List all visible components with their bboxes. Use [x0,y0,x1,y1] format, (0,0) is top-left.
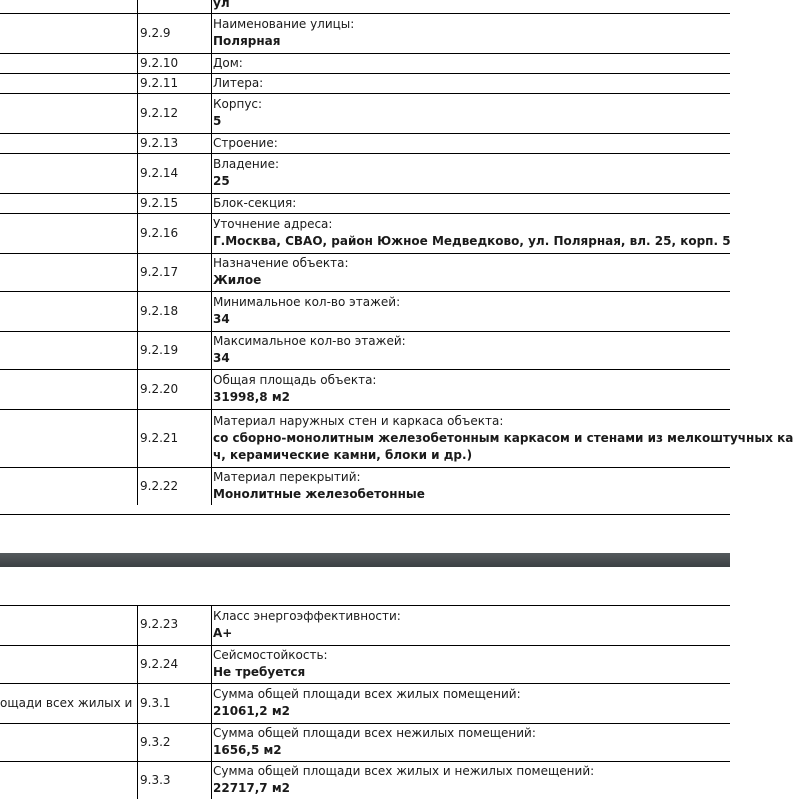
row-label: Наименование улицы: [213,17,355,31]
row-number: 9.3.2 [138,723,212,761]
row-label: Сейсмостойкость: [213,648,328,662]
row-label: Блок-секция: [213,195,297,210]
area-details-table [0,605,730,799]
table-row [0,605,730,645]
section-separator-band [0,553,730,567]
row-number: 9.3.3 [138,761,212,799]
table-row [0,53,730,73]
row-number: 9.2.19 [138,331,212,369]
row-left-cell [0,723,138,761]
row-left-cell [0,0,138,13]
table-row [0,723,730,761]
row-number: 9.2.10 [138,53,212,73]
row-number: 9.2.20 [138,369,212,409]
row-content [212,0,731,13]
row-number: 9.2.9 [138,13,212,53]
row-value: Г.Москва, СВАО, район Южное Медведково, ул. Полярная, вл. 25, корп. 5 [213,234,731,248]
row-number: 9.2.13 [138,133,212,153]
table-row [0,153,730,193]
row-label: Минимальное кол-во этажей: [213,295,401,309]
row-label: Строение: [213,135,278,150]
row-value: 34 [213,312,230,326]
row-number [138,0,212,13]
row-value: со сборно-монолитным железобетонным каркасом и стенами из мелкоштучных ка [213,430,793,445]
row-number: 9.2.16 [138,213,212,253]
row-value: Полярная [213,34,281,48]
row-left-cell [0,605,138,645]
row-value: Жилое [213,273,262,287]
table-row [0,13,730,53]
table-row [0,133,730,153]
row-value: 25 [213,174,230,188]
row-left-cell [0,645,138,683]
row-number: 9.2.15 [138,193,212,213]
row-label: Дом: [213,55,243,70]
row-value: 5 [213,114,222,128]
table-row [0,213,730,253]
row-number: 9.2.24 [138,645,212,683]
table-row [0,93,730,133]
table-row [0,369,730,409]
row-label: Материал наружных стен и каркаса объекта: [213,413,504,428]
table-row [0,0,730,13]
table-row [0,409,730,467]
row-number: 9.2.21 [138,409,212,467]
table-row [0,683,730,723]
row-value: 31998,8 м2 [213,390,290,404]
table-row [0,73,730,93]
row-left-cell: ощади всех жилых и [0,683,138,723]
row-value: Монолитные железобетонные [213,487,425,502]
row-label: Владение: [213,157,280,171]
row-value: A+ [213,625,233,640]
row-label: Сумма общей площади всех нежилых помещений: [213,726,536,740]
table-row [0,291,730,331]
row-label: Общая площадь объекта: [213,373,377,387]
row-label: Класс энергоэффективности: [213,608,401,623]
row-label: Литера: [213,75,264,90]
row-number: 9.2.23 [138,605,212,645]
row-label: Максимальное кол-во этажей: [213,334,406,348]
row-number: 9.2.14 [138,153,212,193]
table-row [0,761,730,799]
row-value: 22717,7 м2 [213,781,290,796]
row-value: 34 [213,351,230,365]
row-label: Уточнение адреса: [213,217,333,231]
row-value: ул [213,0,230,10]
section-divider [0,514,730,515]
row-label: Материал перекрытий: [213,470,361,485]
row-number: 9.2.17 [138,253,212,291]
row-value-continued: ч, керамические камни, блоки и др.) [213,447,473,462]
row-value: 1656,5 м2 [213,743,282,757]
row-label: Корпус: [213,97,263,111]
row-label: Сумма общей площади всех жилых и нежилых помещений: [213,764,595,779]
table-row [0,331,730,369]
table-row [0,253,730,291]
row-label: Назначение объекта: [213,256,349,270]
row-value: Не требуется [213,665,306,679]
row-value: 21061,2 м2 [213,704,290,718]
row-number: 9.2.12 [138,93,212,133]
row-number: 9.2.11 [138,73,212,93]
table-row [0,193,730,213]
table-row [0,645,730,683]
row-number: 9.2.18 [138,291,212,331]
row-number: 9.3.1 [138,683,212,723]
row-label: Сумма общей площади всех жилых помещений: [213,687,521,701]
row-number: 9.2.22 [138,467,212,505]
table-row [0,467,730,505]
row-left-cell [0,761,138,799]
